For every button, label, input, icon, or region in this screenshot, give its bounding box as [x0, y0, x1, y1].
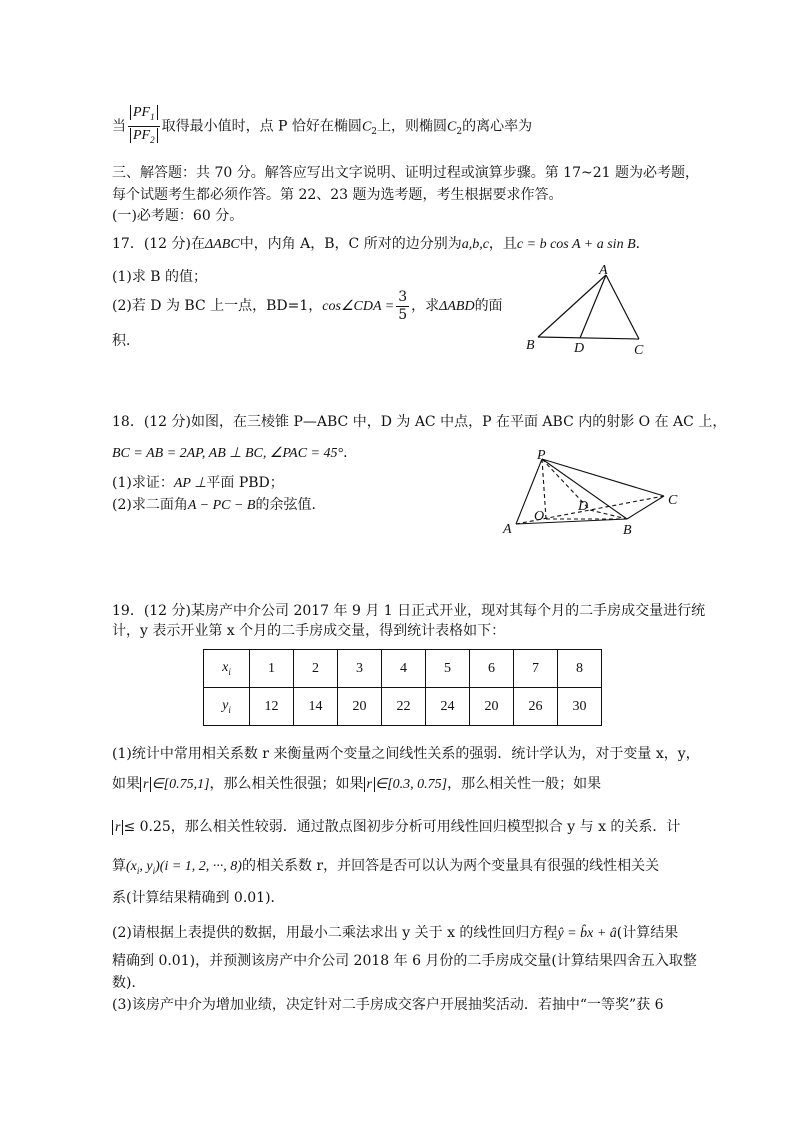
table-cell: 6: [470, 650, 514, 688]
label-A: A: [599, 263, 608, 278]
table-cell: 2: [294, 650, 338, 688]
required-label: (一)必考题：60 分。: [112, 208, 244, 224]
q19-part1-line3: r ≤ 0.25，那么相关性较弱．通过散点图初步分析可用线性回归模型拟合 y 与 x 的关系．计: [112, 816, 680, 836]
edge-AB: [516, 519, 627, 524]
label-C: C: [634, 343, 644, 358]
table-cell: 12: [250, 688, 294, 726]
q19-part1-line2: 如果 r ∈[0.75,1]，那么相关性很强；如果 r ∈[0.3, 0.75]，那么相关性一般；如果: [112, 776, 602, 792]
table-cell: 7: [514, 650, 558, 688]
min-text: 取得最小值时，点 P 恰好在椭圆: [161, 118, 362, 135]
q19-stem-line1: 19．(12 分)某房产中介公司 2017 年 9 月 1 日正式开业，现对其每个月的二手房成交量进行统: [112, 603, 706, 619]
edge-PC: [542, 459, 664, 496]
section-line2: 每个试题考生都必须作答。第 22、23 题为选考题，考生根据要求作答。: [112, 187, 563, 203]
table-cell: 14: [294, 688, 338, 726]
edge-AC: [606, 275, 639, 339]
label-D: D: [574, 341, 585, 356]
q17-part1: (1)求 B 的值；: [112, 269, 208, 285]
q17-triangle-figure: [520, 260, 660, 360]
table-header-y: $y_i$: [204, 688, 250, 726]
q17-part2: (2)若 D 为 BC 上一点，BD=1，cos∠CDA = $\frac{3}{5}$ ，求ΔABD的面: [112, 288, 503, 323]
ellipse-question-tail: 当 $\frac{PF_1}{PF_2}$ 取得最小值时，点 P 恰好在椭圆$C_2$上，则椭圆$C_2$的离心率为: [112, 104, 532, 152]
ratio-fraction: $\frac{PF_1}{PF_2}$: [128, 104, 160, 149]
q19-part1-line5: 系(计算结果精确到 0.01)．: [112, 890, 285, 906]
table-cell: 5: [426, 650, 470, 688]
edge-BC: [538, 337, 639, 339]
q18-part2: (2)求二面角A − PC − B的余弦值．: [112, 497, 326, 513]
table-header-x: $x_i$: [204, 650, 250, 688]
table-cell: 20: [338, 688, 382, 726]
q19-part2-line2: 精确到 0.01)，并预测该房产中介公司 2018 年 6 月份的二手房成交量(计算结果四舍五入取整: [112, 953, 697, 969]
q19-stem-line2: 计，y 表示开业第 x 个月的二手房成交量，得到统计表格如下：: [112, 623, 506, 639]
q19-part3: (3)该房产中介为增加业绩，决定针对二手房成交客户开展抽奖活动．若抽中“一等奖”获 6: [112, 997, 664, 1013]
q17-stem: 17．(12 分)在ΔABC中，内角 A，B，C 所对的边分别为a,b,c，且c = b cos A + a sin B．: [112, 236, 650, 252]
q19-part1-line1: (1)统计中常用相关系数 r 来衡量两个变量之间线性关系的强弱．统计学认为，对于变量 x，y，: [112, 746, 700, 762]
table-cell: 26: [514, 688, 558, 726]
table-cell: 8: [558, 650, 602, 688]
table-cell: 22: [382, 688, 426, 726]
edge-AB: [538, 275, 606, 337]
label-C: C: [668, 493, 678, 508]
statistics-table: [203, 649, 602, 726]
q19-part1-line4: 算($x_i$, $y_i)(i = 1$, 2, ···, 8)的相关系数 r，并回答是否可以认为两个变量具有很强的线性相关关: [112, 858, 660, 876]
label-P: P: [537, 448, 546, 463]
section-title: 三、解答题：共 70 分。解答应写出文字说明、证明过程或演算步骤。第 17~21 题为必考题，: [112, 165, 699, 181]
label-O: O: [534, 509, 545, 524]
label-A: A: [503, 522, 512, 537]
q19-part2-line1: (2)请根据上表提供的数据，用最小二乘法求出 y 关于 x 的线性回归方程ŷ = b̂x + â(计算结果: [112, 925, 679, 941]
label-B: B: [526, 338, 535, 353]
table-cell: 3: [338, 650, 382, 688]
prefix-text: 当: [112, 118, 126, 135]
table-row-y: [204, 688, 602, 726]
q18-pyramid-figure: [498, 448, 688, 540]
table-cell: 20: [470, 688, 514, 726]
table-cell: 1: [250, 650, 294, 688]
label-B: B: [623, 523, 632, 538]
q17-part2-tail: 积．: [112, 333, 140, 349]
table-cell: 30: [558, 688, 602, 726]
q18-stem: 18．(12 分)如图，在三棱锥 P—ABC 中，D 为 AC 中点，P 在平面 ABC 内的射影 O 在 AC 上，: [112, 414, 727, 430]
q18-part1: (1)求证：AP ⊥平面 PBD；: [112, 475, 284, 491]
table-row-x: [204, 650, 602, 688]
q19-part2-line3: 数)．: [112, 975, 146, 991]
edge-AD: [580, 275, 606, 338]
table-cell: 4: [382, 650, 426, 688]
table-cell: 24: [426, 688, 470, 726]
edge-BC: [627, 496, 664, 519]
q18-conditions: BC = AB = 2AP, AB ⊥ BC, ∠PAC = 45°．: [112, 445, 358, 461]
label-D: D: [578, 499, 589, 514]
